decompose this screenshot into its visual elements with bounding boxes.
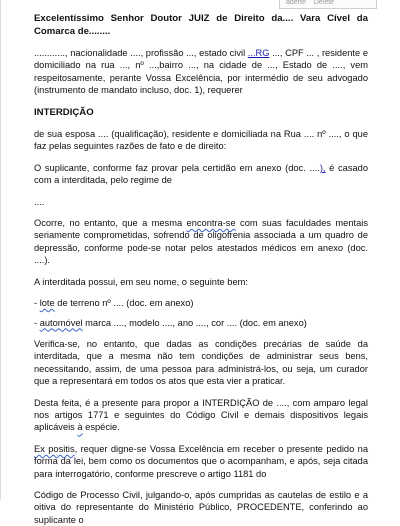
- paragraph-4: A interditada possui, em seu nome, o seguinte bem:: [34, 276, 248, 287]
- paragraph-7-text: , requer digne-se Vossa Excelência em receber o presente pedido na forma da lei, bem como os documentos que o acompanham, e após, seja citada para interrogatório, conforme prescreve o artigo 1181 do: [34, 443, 369, 479]
- paragraph-6-accent: à: [77, 422, 83, 433]
- document-title: Excelentíssimo Senhor Doutor JUIZ de Direito da.... Vara Cível da Comarca de........: [34, 13, 368, 37]
- paragraph-2-text-c: é casado com a interditada, pelo regime de: [34, 162, 368, 186]
- regime-placeholder: ....: [34, 196, 45, 207]
- qualification-text-a: ............, nacionalidade ...., profissão ..., estado civil: [34, 48, 248, 58]
- qualification-paragraph: [34, 47, 368, 97]
- list-item-2: [34, 317, 368, 329]
- toolbar-delete-label[interactable]: Delete: [313, 0, 335, 6]
- document-body: [34, 12, 368, 526]
- paragraph-3: [34, 217, 368, 267]
- section-title: INTERDIÇÃO: [34, 106, 94, 118]
- toolbar-fragment: [279, 0, 377, 9]
- list-item-2-keyword: automóvel: [39, 317, 83, 328]
- paragraph-6-text-c: espécie.: [82, 422, 120, 433]
- paragraph-7: [34, 443, 368, 480]
- paragraph-7-latin: Ex positis: [34, 443, 75, 454]
- list-item-2-dash: -: [34, 317, 40, 328]
- rg-link[interactable]: ...RG: [247, 48, 270, 58]
- list-item-1: [34, 297, 368, 309]
- paragraph-6-text-a: Desta feita, é a presente para propor a INTERDIÇÃO de ...., com amparo legal nos artigos 1771 e seguintes do Código Civil e demais dispositivos legais aplicáveis: [34, 397, 368, 433]
- paragraph-2: [34, 162, 368, 187]
- spellcheck-word: encontra-se: [186, 218, 236, 229]
- paragraph-8: Código de Processo Civil, julgando-o, após cumpridas as cautelas de estilo e a oitiva do representante do Ministério Público, PROCEDENTE, conferindo ao suplicante o: [34, 489, 368, 525]
- toolbar-left-label: aberte: [286, 0, 306, 6]
- list-item-2-text: marca ...., modelo ...., ano ...., cor .... (doc. em anexo): [82, 317, 307, 328]
- list-item-1-text: de terreno nº .... (doc. em anexo): [54, 298, 194, 309]
- paragraph-3-text-a: Ocorre, no entanto, que a mesma: [34, 218, 187, 229]
- list-item-1-keyword: lote: [39, 298, 55, 309]
- qualification-text-b: ..., CPF ... , residente e domiciliado na rua ..., nº ...,bairro ..., na cidade de ..., Estado de ...., vem respeitosamente, perante Vossa Excelência, por intermédio de seu advogado (instrumento de mandato incluso, doc. 1), requerer: [34, 48, 368, 96]
- paragraph-5: Verifica-se, no entanto, que dadas as condições precárias de saúde da interditada, que a mesma não tem condições de administrar seus bens, necessitando, assim, de uma pessoa para administrá-los, ou seja, um curador que a representará em todos os atos que esta vier a praticar.: [34, 338, 368, 387]
- paragraph-3-text-c: com suas faculdades mentais seriamente comprometidas, sofrendo de oligofrenia associada a um quadro de depressão, conforme pode-se notar pelos atestados médicos em anexo (doc. ....).: [34, 218, 368, 266]
- paragraph-6: [34, 397, 368, 434]
- doc-reference-link[interactable]: ),: [319, 162, 326, 173]
- paragraph-1: de sua esposa .... (qualificação), residente e domiciliada na Rua .... nº ...., o que faz pelas seguintes razões de fato e de direito:: [34, 129, 368, 152]
- paragraph-2-text-a: O suplicante, conforme faz provar pela certidão em anexo (doc. ....: [34, 162, 320, 173]
- list-item-1-dash: -: [34, 298, 40, 309]
